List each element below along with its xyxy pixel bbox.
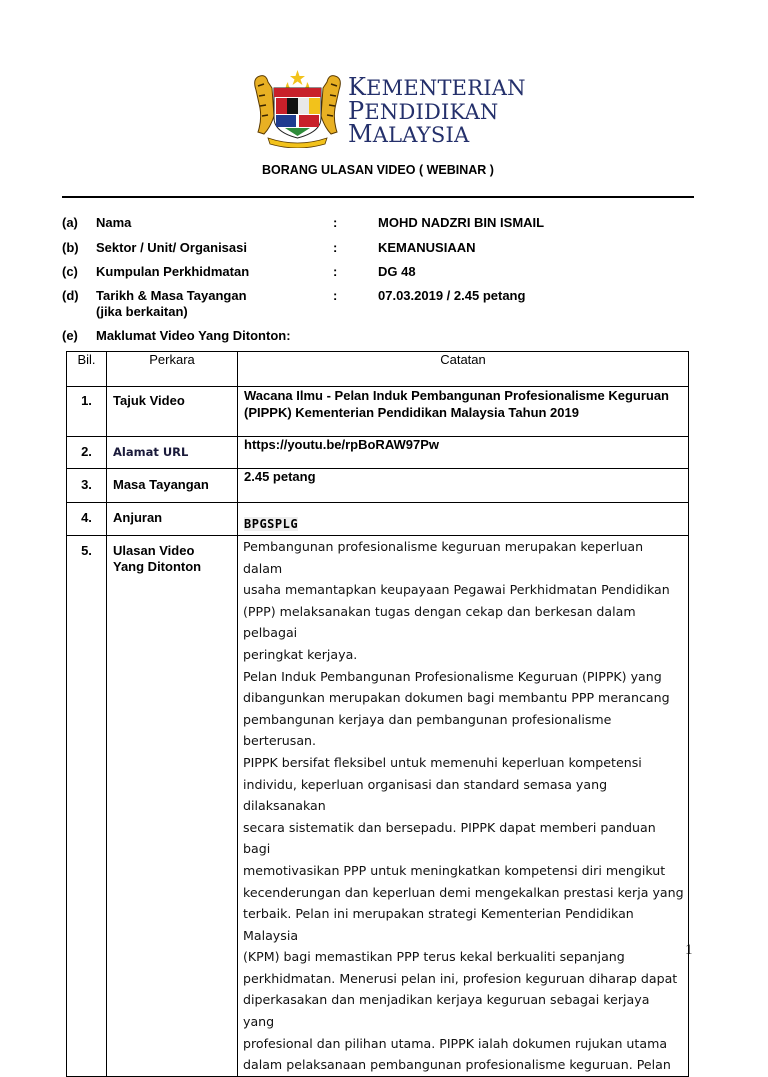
row-note: 2.45 petang	[238, 469, 689, 503]
field-a-label: Nama	[96, 215, 132, 230]
row-item: Tajuk Video	[107, 387, 238, 437]
row-item: Masa Tayangan	[107, 469, 238, 503]
ministry-line-2: PENDIDIKAN	[348, 96, 499, 125]
ministry-name	[348, 73, 526, 148]
ministry-logo	[250, 68, 540, 148]
row-number: 5.	[67, 536, 107, 1077]
field-c-value: DG 48	[378, 264, 416, 279]
field-d-letter: (d)	[62, 288, 79, 303]
field-e-label: Maklumat Video Yang Ditonton:	[96, 328, 291, 343]
row-number: 2.	[67, 437, 107, 469]
header-perkara: Perkara	[107, 352, 238, 387]
field-d-value: 07.03.2019 / 2.45 petang	[378, 288, 526, 303]
row-note: https://youtu.be/rpBoRAW97Pw	[238, 437, 689, 469]
row-item: Ulasan Video Yang Ditonton	[107, 536, 238, 1077]
field-a-colon: :	[333, 215, 338, 230]
field-d-label-note: (jika berkaitan)	[96, 304, 188, 319]
table-row	[67, 536, 689, 1077]
row-item: Alamat URL	[107, 437, 238, 469]
field-b-label: Sektor / Unit/ Organisasi	[96, 240, 247, 255]
field-e-letter: (e)	[62, 328, 78, 343]
row-number: 3.	[67, 469, 107, 503]
review-text: Pembangunan profesionalisme keguruan merupakan keperluan dalam usaha memantapkan keupayaan Pegawai Perkhidmatan Pendidikan (PPP) melaksanakan tugas dengan cekap dan berkesan dalam pelbagai peringkat kerjaya. Pelan Induk Pembangunan Profesionalisme Keguruan (PIPPK) yang dibangunkan merupakan dokumen bagi membantu PPP merancang pembangunan kerjaya dan pembangunan profesionalisme berterusan. PIPPK bersifat fleksibel untuk memenuhi keperluan kompetensi individu, keperluan organisasi dan standard semasa yang dilaksanakan secara sistematik dan bersepadu. PIPPK dapat memberi panduan bagi memotivasikan PPP untuk meningkatkan kompetensi diri mengikut kecenderungan dan keperluan demi mengekalkan prestasi kerja yang terbaik. Pelan ini merupakan strategi Kementerian Pendidikan Malaysia (KPM) bagi memastikan PPP terus kekal berkualiti sepanjang perkhidmatan. Menerusi pelan ini, profesion keguruan diharap dapat diperkasakan dan menjadikan kerjaya keguruan sebagai kerjaya yang profesional dan pilihan utama. PIPPK ialah dokumen rujukan utama dalam pelaksanaan pembangunan profesionalisme keguruan. Pelan	[238, 536, 689, 1077]
header-divider	[62, 196, 694, 198]
table-row	[67, 437, 689, 469]
field-a-letter: (a)	[62, 215, 78, 230]
row-note: BPGSPLG	[238, 503, 689, 536]
ministry-line-3: MALAYSIA	[348, 120, 470, 148]
header-catatan: Catatan	[238, 352, 689, 387]
field-b-letter: (b)	[62, 240, 79, 255]
table-row	[67, 387, 689, 437]
table-row	[67, 503, 689, 536]
field-c-colon: :	[333, 264, 338, 279]
row-number: 4.	[67, 503, 107, 536]
video-info-table	[66, 351, 689, 1077]
ministry-line-1: KEMENTERIAN	[348, 73, 526, 101]
field-d-colon: :	[333, 288, 338, 303]
malaysia-coat-of-arms-icon	[250, 68, 345, 148]
field-a-value: MOHD NADZRI BIN ISMAIL	[378, 215, 545, 230]
row-note: Wacana Ilmu - Pelan Induk Pembangunan Profesionalisme Keguruan (PIPPK) Kementerian Pendidikan Malaysia Tahun 2019	[238, 387, 689, 437]
form-title: BORANG ULASAN VIDEO ( WEBINAR )	[262, 163, 494, 177]
header-bil: Bil.	[67, 352, 107, 387]
field-c-letter: (c)	[62, 264, 78, 279]
row-number: 1.	[67, 387, 107, 437]
row-item: Anjuran	[107, 503, 238, 536]
field-b-colon: :	[333, 240, 338, 255]
table-row	[67, 469, 689, 503]
page-number: 1	[685, 942, 693, 958]
field-c-label: Kumpulan Perkhidmatan	[96, 264, 250, 279]
table-header-row	[67, 352, 689, 387]
field-d-label: Tarikh & Masa Tayangan	[96, 288, 247, 303]
field-b-value: KEMANUSIAAN	[378, 240, 476, 255]
